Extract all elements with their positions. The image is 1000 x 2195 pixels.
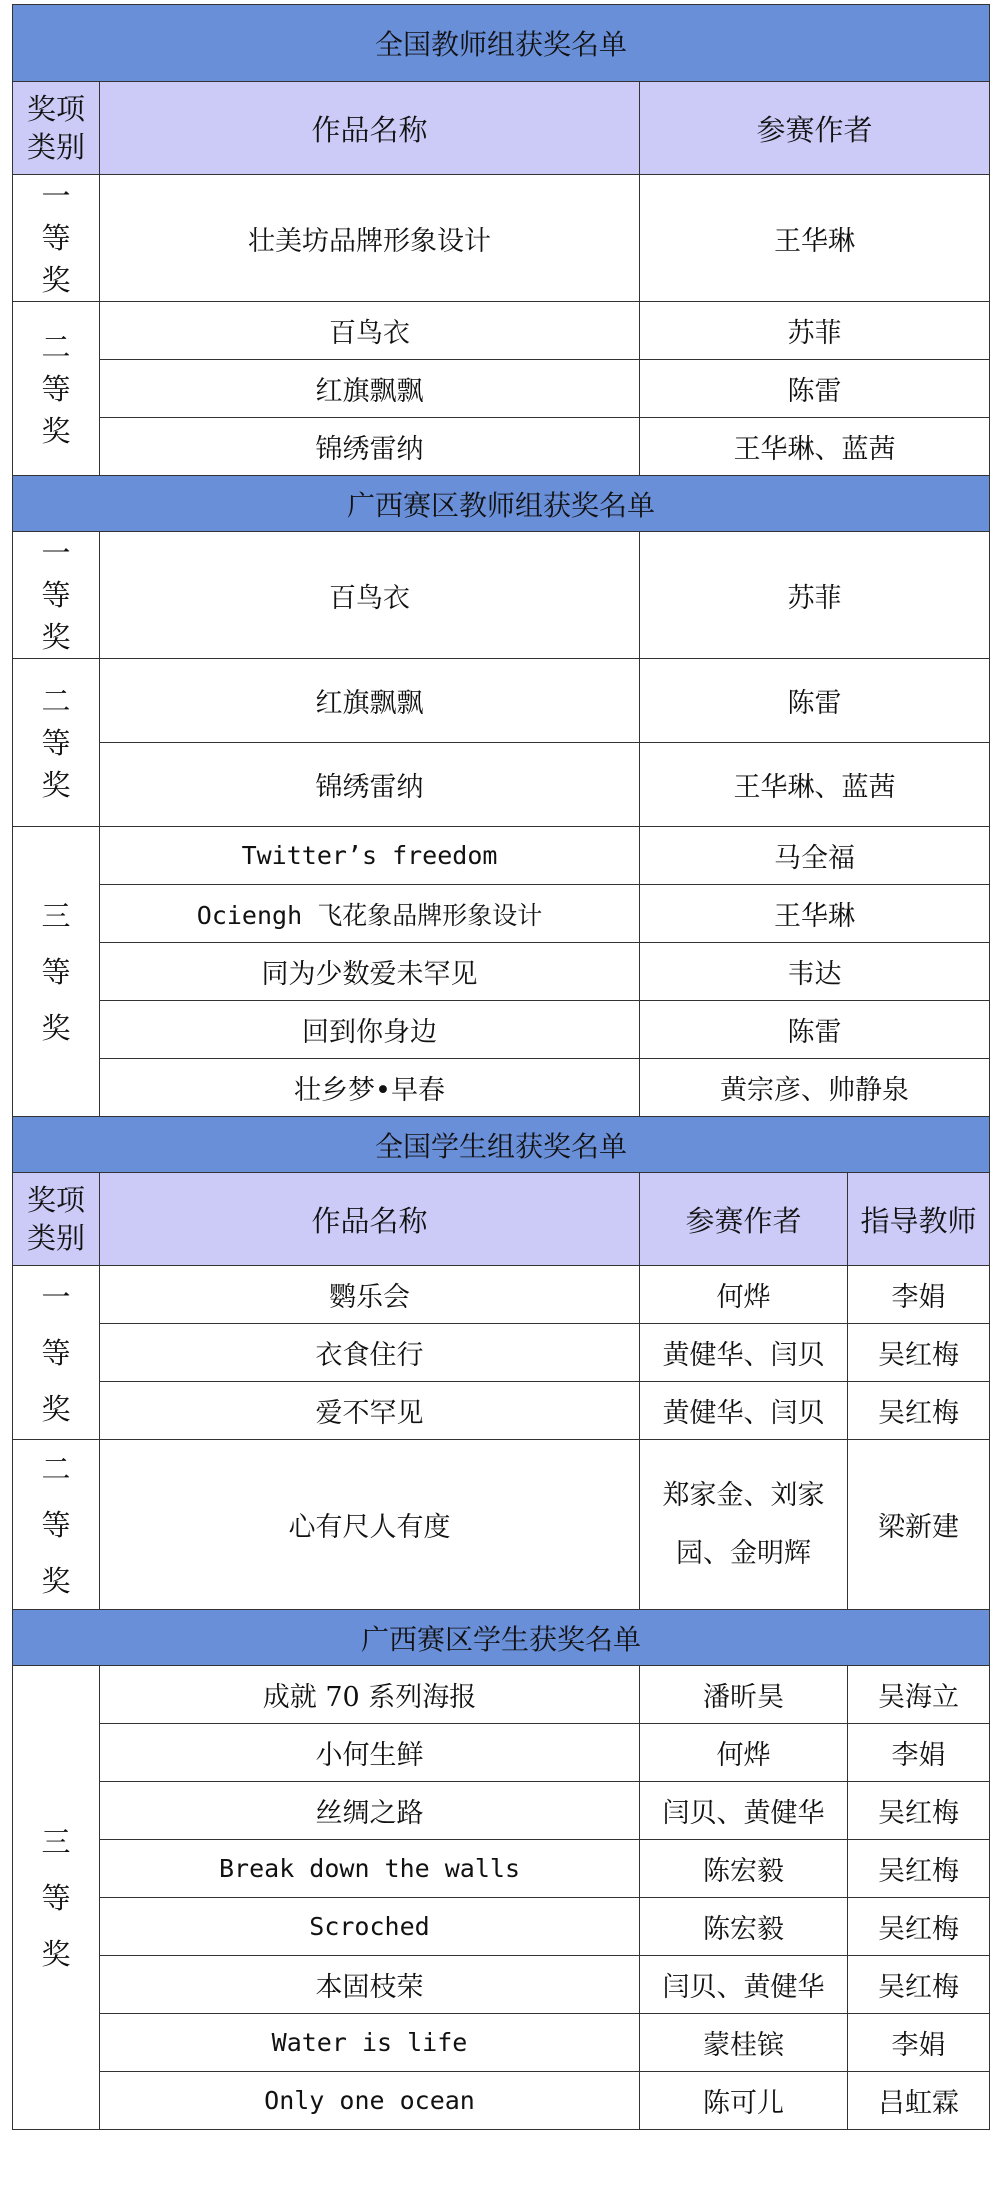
- author: 陈雷: [640, 659, 990, 743]
- work-title: Only one ocean: [100, 2072, 640, 2130]
- work-title: 衣食住行: [100, 1324, 640, 1382]
- header-author: 参赛作者: [640, 1173, 848, 1266]
- section-title: 广西赛区学生获奖名单: [13, 1610, 990, 1666]
- work-title: 鹦乐会: [100, 1266, 640, 1324]
- author: 何烨: [640, 1266, 848, 1324]
- author: 韦达: [640, 943, 990, 1001]
- author: 何烨: [640, 1724, 848, 1782]
- author: 陈雷: [640, 1001, 990, 1059]
- author: 马全福: [640, 827, 990, 885]
- instructor: 吴红梅: [848, 1956, 990, 2014]
- work-title: 锦绣雷纳: [100, 418, 640, 476]
- prize-category: 一 等 奖: [13, 532, 100, 659]
- author: 陈雷: [640, 360, 990, 418]
- prize-category: 二 等 奖: [13, 1440, 100, 1610]
- author: 蒙桂镔: [640, 2014, 848, 2072]
- header-instructor: 指导教师: [848, 1173, 990, 1266]
- author: 闫贝、黄健华: [640, 1782, 848, 1840]
- prize-category: 二 等 奖: [13, 659, 100, 827]
- author: 黄健华、闫贝: [640, 1324, 848, 1382]
- work-title: Twitter’s freedom: [100, 827, 640, 885]
- work-title: 壮美坊品牌形象设计: [100, 175, 640, 302]
- prize-category: 二 等 奖: [13, 302, 100, 476]
- work-title: 红旗飘飘: [100, 360, 640, 418]
- author: 黄宗彦、帅静泉: [640, 1059, 990, 1117]
- author: 苏菲: [640, 532, 990, 659]
- work-title: 壮乡梦•早春: [100, 1059, 640, 1117]
- work-title: 心有尺人有度: [100, 1440, 640, 1610]
- instructor: 吴红梅: [848, 1324, 990, 1382]
- work-title: Break down the walls: [100, 1840, 640, 1898]
- work-title: 丝绸之路: [100, 1782, 640, 1840]
- instructor: 李娟: [848, 2014, 990, 2072]
- awards-document: [12, 4, 989, 2130]
- work-title: Scroched: [100, 1898, 640, 1956]
- author: 潘昕昊: [640, 1666, 848, 1724]
- author: 苏菲: [640, 302, 990, 360]
- section-title: 全国教师组获奖名单: [13, 5, 990, 82]
- work-title: Ociengh 飞花象品牌形象设计: [100, 885, 640, 943]
- work-title: Water is life: [100, 2014, 640, 2072]
- work-title: 小何生鲜: [100, 1724, 640, 1782]
- author: 王华琳、蓝茜: [640, 418, 990, 476]
- header-category: 奖项 类别: [13, 1173, 100, 1266]
- header-category: 奖项 类别: [13, 82, 100, 175]
- work-title: 红旗飘飘: [100, 659, 640, 743]
- prize-category: 一 等 奖: [13, 175, 100, 302]
- header-work-title: 作品名称: [100, 1173, 640, 1266]
- instructor: 吴海立: [848, 1666, 990, 1724]
- work-title: 回到你身边: [100, 1001, 640, 1059]
- prize-category: 一 等 奖: [13, 1266, 100, 1440]
- instructor: 吴红梅: [848, 1782, 990, 1840]
- author: 王华琳、蓝茜: [640, 743, 990, 827]
- author: 王华琳: [640, 885, 990, 943]
- author: 王华琳: [640, 175, 990, 302]
- section-title: 广西赛区教师组获奖名单: [13, 476, 990, 532]
- work-title: 成就 70 系列海报: [100, 1666, 640, 1724]
- section-title: 全国学生组获奖名单: [13, 1117, 990, 1173]
- instructor: 吴红梅: [848, 1840, 990, 1898]
- instructor: 吴红梅: [848, 1382, 990, 1440]
- work-title: 同为少数爱未罕见: [100, 943, 640, 1001]
- instructor: 吕虹霖: [848, 2072, 990, 2130]
- author: 黄健华、闫贝: [640, 1382, 848, 1440]
- instructor: 吴红梅: [848, 1898, 990, 1956]
- author: 郑家金、刘家 园、金明辉: [640, 1440, 848, 1610]
- author: 闫贝、黄健华: [640, 1956, 848, 2014]
- work-title: 本固枝荣: [100, 1956, 640, 2014]
- instructor: 梁新建: [848, 1440, 990, 1610]
- prize-category: 三 等 奖: [13, 1666, 100, 2130]
- header-author: 参赛作者: [640, 82, 990, 175]
- author: 陈宏毅: [640, 1840, 848, 1898]
- header-work-title: 作品名称: [100, 82, 640, 175]
- instructor: 李娟: [848, 1724, 990, 1782]
- author: 陈可儿: [640, 2072, 848, 2130]
- prize-category: 三 等 奖: [13, 827, 100, 1117]
- work-title: 百鸟衣: [100, 532, 640, 659]
- work-title: 锦绣雷纳: [100, 743, 640, 827]
- awards-table: [12, 4, 990, 2130]
- work-title: 百鸟衣: [100, 302, 640, 360]
- work-title: 爱不罕见: [100, 1382, 640, 1440]
- instructor: 李娟: [848, 1266, 990, 1324]
- author: 陈宏毅: [640, 1898, 848, 1956]
